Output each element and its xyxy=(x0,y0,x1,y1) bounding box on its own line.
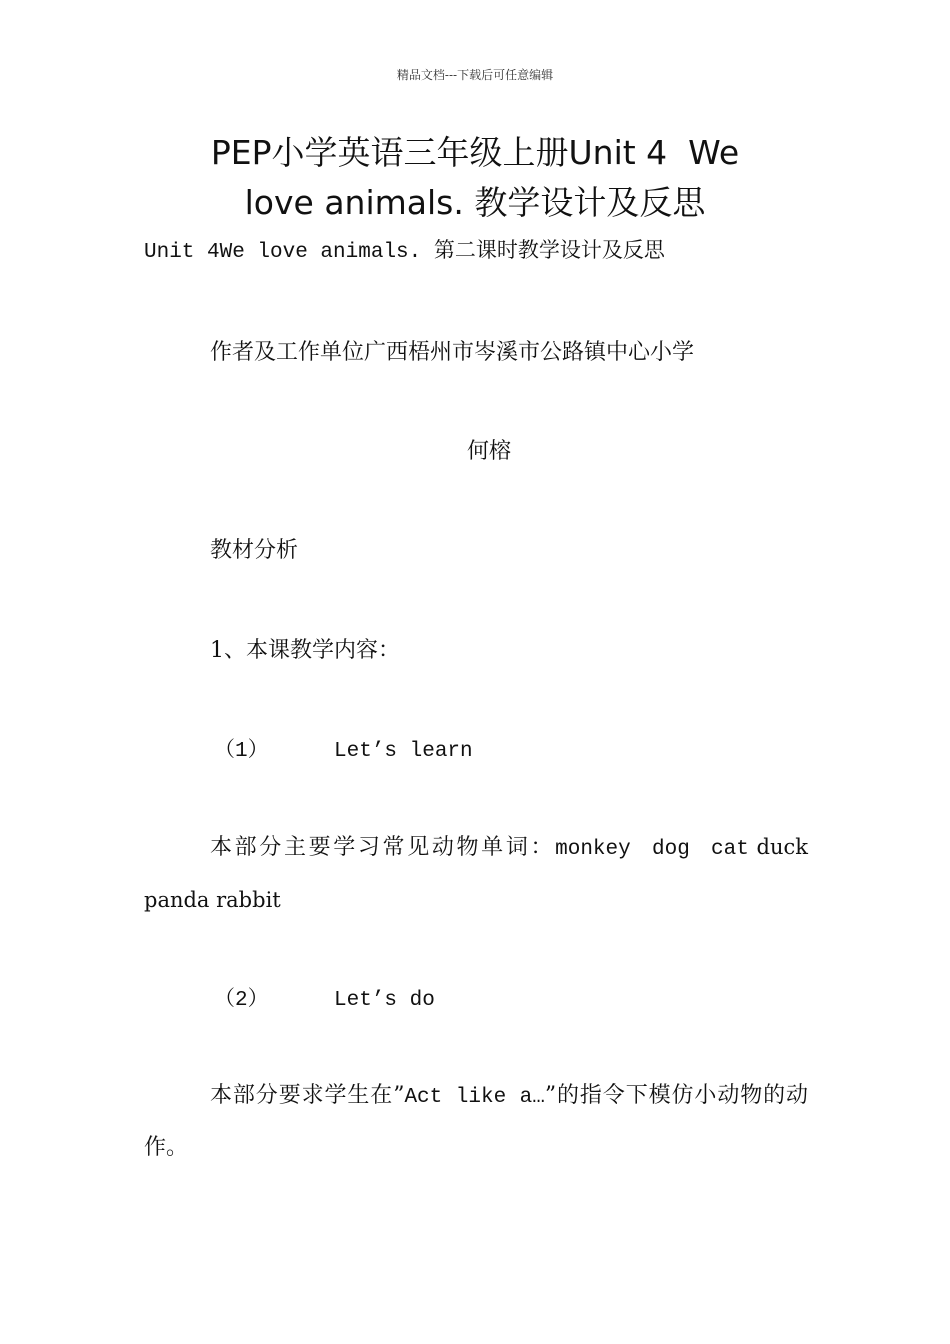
sub-item-1 xyxy=(214,733,473,763)
author-name: 何榕 xyxy=(466,439,511,464)
sub-item-2-label: （2） xyxy=(214,989,269,1012)
page-header: 精品文档---下载后可任意编辑 xyxy=(396,68,554,82)
document-subtitle: Unit 4We love animals. 第二课时教学设计及反思 xyxy=(144,241,665,264)
document-title xyxy=(120,128,830,228)
paragraph-2-c: ”的指令下模仿小动物的动作。 xyxy=(144,1083,809,1160)
section-heading: 教材分析 xyxy=(210,538,299,563)
paragraph-2 xyxy=(144,1071,808,1173)
paragraph-2-a: 本部分要求学生在” xyxy=(210,1083,405,1108)
paragraph-2-b: Act like a… xyxy=(404,1086,545,1109)
paragraph-1-words-b: duck panda rabbit xyxy=(144,835,808,912)
sub-item-1-text: Let’s learn xyxy=(334,740,473,763)
sub-item-1-label: （1） xyxy=(214,740,269,763)
sub-item-2-text: Let’s do xyxy=(334,989,435,1012)
sub-item-2 xyxy=(214,982,435,1012)
title-line-1: PEP小学英语三年级上册Unit 4 We xyxy=(210,133,740,172)
paragraph-1 xyxy=(144,822,808,926)
list-item-1: 1、本课教学内容： xyxy=(210,638,400,663)
title-line-2: love animals. 教学设计及反思 xyxy=(244,183,706,222)
author-affiliation: 作者及工作单位广西梧州市岑溪市公路镇中心小学 xyxy=(210,340,695,365)
paragraph-1-words-a: monkey dog cat xyxy=(555,838,749,861)
paragraph-1-lead: 本部分主要学习常见动物单词： xyxy=(210,835,556,860)
